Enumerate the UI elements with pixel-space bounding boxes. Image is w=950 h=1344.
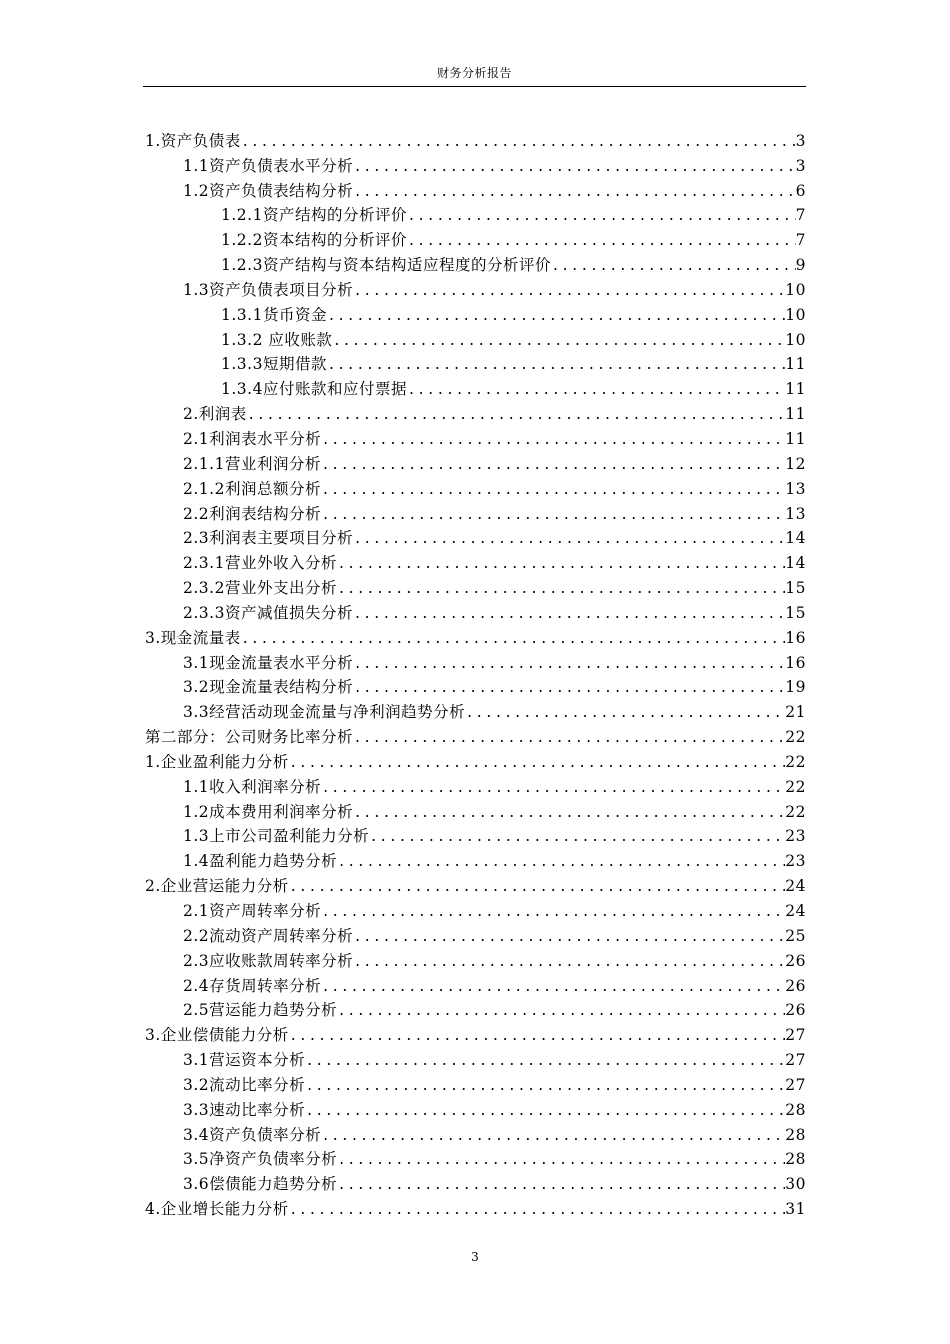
toc-entry-page: 27: [785, 1051, 806, 1070]
toc-entry-page: 10: [785, 330, 806, 349]
toc-entry-page: 28: [785, 1150, 806, 1169]
toc-entry-page: 27: [785, 1075, 806, 1094]
toc-entry[interactable]: [143, 201, 806, 226]
toc-entry-page: 31: [785, 1200, 806, 1219]
toc-entry-title: 2.3利润表主要项目分析: [183, 529, 354, 548]
toc-entry-title: 1.3.3短期借款: [221, 355, 327, 374]
toc-entry[interactable]: [143, 921, 806, 946]
toc-entry-title: 1.2.2资本结构的分析评价: [221, 231, 407, 250]
table-of-contents: [143, 126, 806, 1219]
toc-dot-leader: [241, 628, 785, 648]
toc-dot-leader: [327, 305, 785, 325]
toc-entry-page: 24: [785, 902, 806, 920]
toc-entry-page: 10: [785, 280, 806, 299]
toc-dot-leader: [337, 553, 785, 573]
toc-dot-leader: [289, 1025, 785, 1045]
toc-entry-title: 3.6偿债能力趋势分析: [183, 1175, 338, 1194]
toc-entry-title: 1.2.1资产结构的分析评价: [221, 206, 407, 225]
toc-entry[interactable]: [143, 176, 806, 201]
toc-entry[interactable]: [143, 374, 806, 399]
toc-entry[interactable]: [143, 673, 806, 698]
toc-entry-page: 26: [785, 976, 806, 995]
toc-dot-leader: [289, 1199, 785, 1219]
toc-dot-leader: [321, 777, 785, 797]
toc-entry-page: 24: [785, 877, 806, 896]
toc-entry-title: 3.企业偿债能力分析: [145, 1026, 289, 1045]
toc-entry-title: 2.1.2利润总额分析: [183, 479, 321, 498]
toc-dot-leader: [353, 181, 795, 201]
toc-dot-leader: [353, 528, 785, 548]
page-number: 3: [471, 1250, 479, 1264]
toc-entry[interactable]: [143, 424, 806, 449]
toc-dot-leader: [337, 578, 785, 598]
toc-entry-page: 7: [795, 231, 806, 250]
toc-dot-leader: [321, 901, 785, 921]
toc-dot-leader: [407, 230, 796, 250]
toc-entry[interactable]: [143, 1145, 806, 1170]
toc-entry-page: 3: [795, 131, 806, 150]
toc-dot-leader: [465, 702, 785, 722]
toc-dot-leader: [241, 131, 796, 151]
toc-dot-leader: [337, 1000, 785, 1020]
toc-entry[interactable]: [143, 1020, 806, 1045]
toc-entry[interactable]: [143, 697, 806, 722]
toc-entry[interactable]: [143, 747, 806, 772]
toc-entry[interactable]: [143, 1169, 806, 1194]
toc-entry-title: 1.资产负债表: [145, 131, 241, 150]
toc-dot-leader: [337, 1174, 785, 1194]
toc-entry-title: 3.1现金流量表水平分析: [183, 653, 354, 672]
toc-dot-leader: [321, 504, 785, 524]
toc-dot-leader: [353, 926, 785, 946]
toc-entry[interactable]: [143, 499, 806, 524]
toc-entry-page: 23: [785, 827, 806, 846]
toc-entry-page: 11: [785, 429, 806, 448]
toc-entry[interactable]: [143, 548, 806, 573]
toc-entry-page: 6: [795, 181, 806, 200]
toc-dot-leader: [353, 727, 785, 747]
toc-entry[interactable]: [143, 1095, 806, 1120]
toc-entry-page: 11: [785, 355, 806, 374]
toc-entry[interactable]: [143, 350, 806, 375]
toc-dot-leader: [305, 1050, 785, 1070]
toc-entry-page: 16: [785, 628, 806, 647]
toc-entry[interactable]: [143, 573, 806, 598]
toc-entry-page: 7: [795, 206, 806, 225]
toc-entry-page: 23: [785, 852, 806, 871]
toc-entry-title: 3.2流动比率分析: [183, 1075, 306, 1094]
toc-entry[interactable]: [143, 772, 806, 797]
toc-entry[interactable]: [143, 126, 806, 151]
toc-entry-page: 28: [785, 1125, 806, 1144]
toc-entry-page: 9: [795, 256, 806, 275]
toc-entry-title: 2.2流动资产周转率分析: [183, 926, 354, 945]
toc-dot-leader: [353, 802, 785, 822]
toc-dot-leader: [321, 976, 785, 996]
toc-entry[interactable]: [143, 399, 806, 424]
toc-entry-title: 1.3上市公司盈利能力分析: [183, 827, 370, 846]
toc-entry-page: 25: [785, 926, 806, 945]
toc-entry-page: 22: [785, 777, 806, 796]
toc-entry[interactable]: [143, 449, 806, 474]
toc-dot-leader: [407, 379, 785, 399]
toc-entry[interactable]: [143, 896, 806, 921]
toc-entry-title: 2.1利润表水平分析: [183, 429, 322, 448]
toc-dot-leader: [337, 851, 785, 871]
toc-entry-title: 3.4资产负债率分析: [183, 1125, 322, 1144]
toc-entry-page: 15: [785, 603, 806, 622]
toc-entry-title: 1.4盈利能力趋势分析: [183, 852, 338, 871]
toc-entry-page: 12: [785, 454, 806, 473]
toc-entry-title: 2.3.1营业外收入分析: [183, 554, 337, 573]
page-header: [143, 64, 806, 87]
toc-entry[interactable]: [143, 250, 806, 275]
toc-entry-title: 2.3.2营业外支出分析: [183, 579, 337, 598]
toc-dot-leader: [407, 205, 796, 225]
toc-entry-title: 1.企业盈利能力分析: [145, 752, 289, 771]
toc-entry-page: 26: [785, 951, 806, 970]
toc-dot-leader: [305, 1100, 785, 1120]
toc-entry-page: 19: [785, 678, 806, 697]
toc-entry-title: 2.1.1营业利润分析: [183, 454, 321, 473]
toc-entry[interactable]: [143, 474, 806, 499]
toc-entry[interactable]: [143, 1045, 806, 1070]
toc-dot-leader: [289, 752, 785, 772]
toc-entry-page: 13: [785, 479, 806, 498]
toc-entry[interactable]: [143, 275, 806, 300]
toc-dot-leader: [321, 429, 785, 449]
toc-entry-title: 2.2利润表结构分析: [183, 504, 322, 523]
toc-entry[interactable]: [143, 1070, 806, 1095]
toc-entry[interactable]: [143, 598, 806, 623]
toc-entry-title: 2.1资产周转率分析: [183, 902, 322, 920]
toc-dot-leader: [551, 255, 796, 275]
toc-entry-page: 10: [785, 305, 806, 324]
toc-entry-page: 22: [785, 728, 806, 747]
toc-entry[interactable]: [143, 797, 806, 822]
toc-entry[interactable]: [143, 996, 806, 1021]
toc-entry-title: 1.2资产负债表结构分析: [183, 181, 354, 200]
toc-entry-page: 28: [785, 1100, 806, 1119]
toc-entry-title: 2.4存货周转率分析: [183, 976, 322, 995]
toc-dot-leader: [353, 677, 785, 697]
toc-entry[interactable]: [143, 225, 806, 250]
toc-entry[interactable]: [143, 822, 806, 847]
toc-entry[interactable]: [143, 1194, 806, 1219]
toc-entry-title: 3.2现金流量表结构分析: [183, 678, 354, 697]
toc-entry[interactable]: [143, 871, 806, 896]
toc-entry[interactable]: [143, 722, 806, 747]
toc-entry-page: 27: [785, 1026, 806, 1045]
toc-dot-leader: [353, 156, 795, 176]
toc-entry-title: 1.1收入利润率分析: [183, 777, 322, 796]
toc-entry[interactable]: [143, 1120, 806, 1145]
toc-dot-leader: [327, 354, 785, 374]
toc-entry-title: 3.现金流量表: [145, 628, 241, 647]
toc-entry-title: 1.2.3资产结构与资本结构适应程度的分析评价: [221, 256, 551, 275]
toc-dot-leader: [353, 280, 785, 300]
header-title: 财务分析报告: [436, 66, 512, 80]
toc-entry-page: 21: [785, 703, 806, 722]
toc-entry-page: 14: [785, 529, 806, 548]
page-footer: [0, 1250, 950, 1264]
toc-entry-title: 1.3.2 应收账款: [221, 330, 333, 349]
toc-entry[interactable]: [143, 623, 806, 648]
toc-entry-title: 3.1营运资本分析: [183, 1051, 306, 1070]
toc-entry-page: 3: [795, 156, 806, 175]
toc-entry[interactable]: [143, 971, 806, 996]
toc-entry-title: 第二部分：公司财务比率分析: [145, 728, 354, 747]
toc-entry-title: 3.3速动比率分析: [183, 1100, 306, 1119]
toc-entry[interactable]: [143, 300, 806, 325]
toc-dot-leader: [353, 603, 785, 623]
toc-entry[interactable]: [143, 648, 806, 673]
toc-dot-leader: [305, 1075, 785, 1095]
toc-dot-leader: [332, 330, 785, 350]
toc-entry-title: 2.企业营运能力分析: [145, 877, 289, 896]
toc-entry[interactable]: [143, 151, 806, 176]
toc-entry-title: 1.3.4应付账款和应付票据: [221, 380, 407, 399]
toc-entry-title: 3.3经营活动现金流量与净利润趋势分析: [183, 703, 466, 722]
toc-dot-leader: [353, 951, 785, 971]
toc-dot-leader: [321, 479, 785, 499]
toc-dot-leader: [289, 876, 785, 896]
toc-entry[interactable]: [143, 325, 806, 350]
toc-entry-page: 15: [785, 579, 806, 598]
toc-dot-leader: [337, 1149, 785, 1169]
toc-entry-title: 1.3.1货币资金: [221, 305, 327, 324]
toc-entry-title: 1.2成本费用利润率分析: [183, 802, 354, 821]
toc-entry-page: 14: [785, 554, 806, 573]
toc-entry-page: 22: [785, 752, 806, 771]
toc-dot-leader: [353, 653, 785, 673]
toc-entry-title: 1.1资产负债表水平分析: [183, 156, 354, 175]
toc-entry-title: 2.利润表: [183, 405, 247, 424]
toc-dot-leader: [369, 826, 785, 846]
toc-entry-title: 2.5营运能力趋势分析: [183, 1001, 338, 1020]
toc-dot-leader: [247, 404, 785, 424]
toc-entry-title: 2.3.3资产减值损失分析: [183, 603, 353, 622]
toc-dot-leader: [321, 1125, 785, 1145]
toc-entry-title: 3.5净资产负债率分析: [183, 1150, 338, 1169]
toc-dot-leader: [321, 454, 785, 474]
toc-entry-page: 11: [785, 405, 806, 424]
toc-entry-title: 4.企业增长能力分析: [145, 1200, 289, 1219]
toc-entry-page: 11: [785, 380, 806, 399]
toc-entry-page: 16: [785, 653, 806, 672]
toc-entry-title: 2.3应收账款周转率分析: [183, 951, 354, 970]
toc-entry-page: 30: [785, 1175, 806, 1194]
toc-entry[interactable]: [143, 524, 806, 549]
toc-entry-title: 1.3资产负债表项目分析: [183, 280, 354, 299]
toc-entry-page: 26: [785, 1001, 806, 1020]
toc-entry-page: 22: [785, 802, 806, 821]
toc-entry[interactable]: [143, 946, 806, 971]
toc-entry-page: 13: [785, 504, 806, 523]
toc-entry[interactable]: [143, 846, 806, 871]
